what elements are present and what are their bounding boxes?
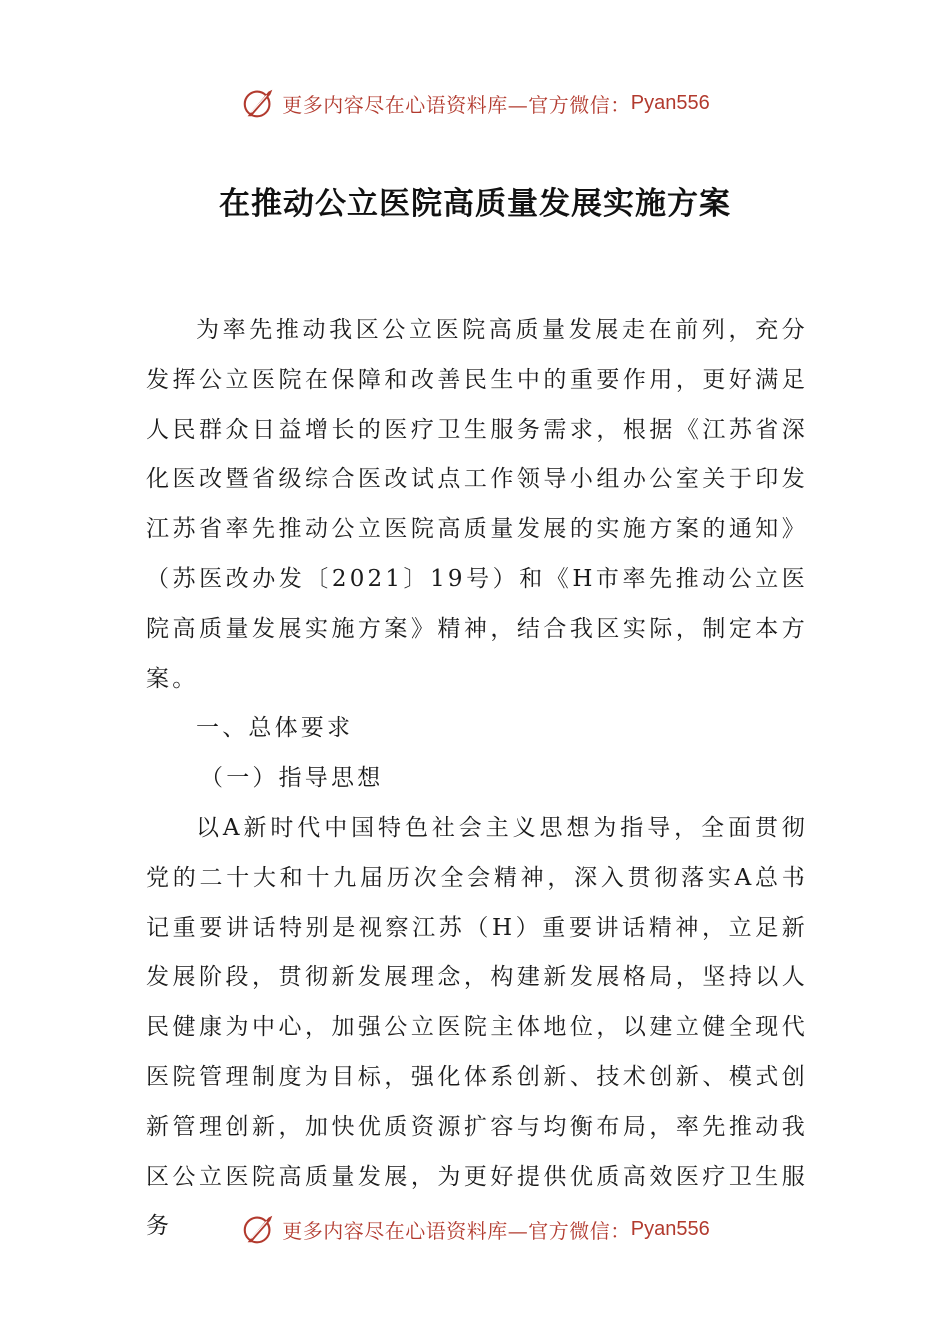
watermark-text: 更多内容尽在心语资料库—官方微信： (282, 1218, 631, 1243)
quill-logo-icon (240, 84, 278, 122)
section-heading: 一、总体要求 (196, 715, 354, 742)
document-body (146, 306, 808, 1252)
body-paragraph: 以A新时代中国特色社会主义思想为指导，全面贯彻党的二十大和十九届历次全会精神，深入贯彻落实A总书记重要讲话特别是视察江苏（H）重要讲话精神，立足新发展阶段，贯彻新发展理念，构建新发展格局，坚持以人民健康为中心，加强公立医院主体地位，以建立健全现代医院管理制度为目标，强化体系创新、技术创新、模式创新管理创新，加快优质资源扩容与均衡布局，率先推动我区公立医院高质量发展，为更好提供优质高效医疗卫生服务 (146, 814, 808, 1240)
body-paragraph: 为率先推动我区公立医院高质量发展走在前列，充分发挥公立医院在保障和改善民生中的重要作用，更好满足人民群众日益增长的医疗卫生服务需求，根据《江苏省深化医改暨省级综合医改试点工作领导小组办公室关于印发江苏省率先推动公立医院高质量发展的实施方案的通知》（苏医改办发〔2021〕19号）和《H市率先推动公立医院高质量发展实施方案》精神，结合我区实际，制定本方案。 (146, 317, 808, 692)
watermark-banner-bottom (0, 1209, 950, 1249)
watermark-id: Pyan556 (630, 91, 710, 114)
watermark-banner-top (0, 83, 950, 123)
quill-logo-icon (240, 1210, 278, 1248)
document-title: 在推动公立医院高质量发展实施方案 (219, 186, 731, 222)
watermark-id: Pyan556 (630, 1217, 710, 1240)
watermark-text: 更多内容尽在心语资料库—官方微信： (282, 92, 631, 117)
subsection-heading: （一）指导思想 (200, 765, 384, 792)
